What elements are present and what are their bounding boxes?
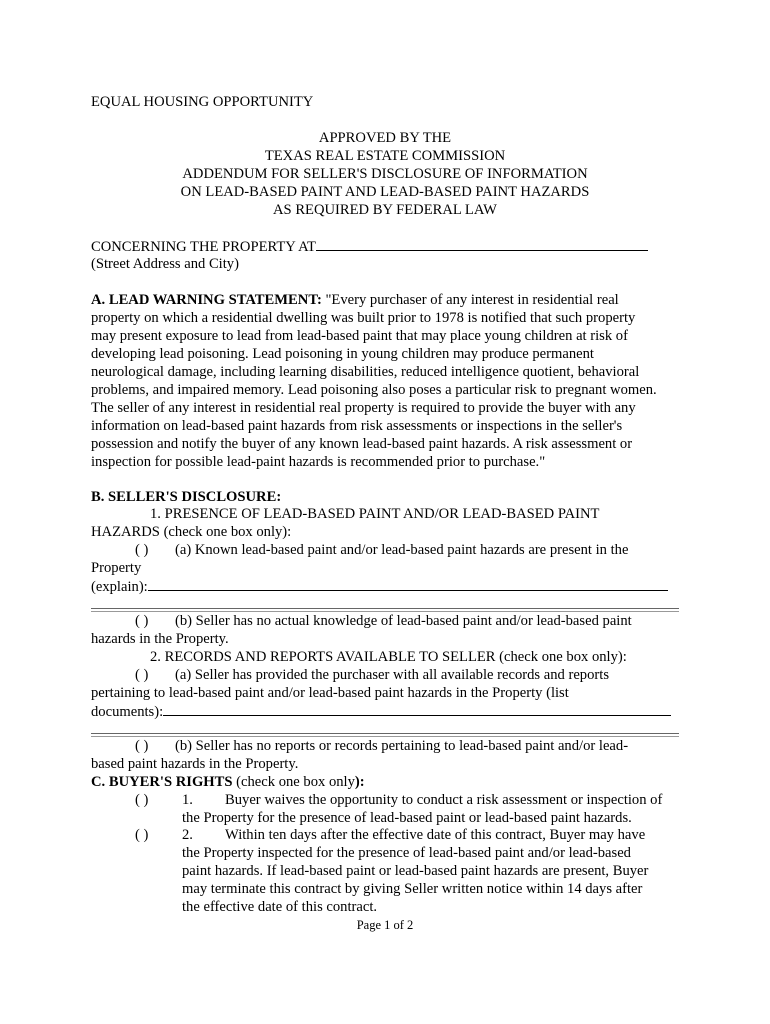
title-line-4: ON LEAD-BASED PAINT AND LEAD-BASED PAINT HAZARDS	[180, 184, 590, 200]
section-b-item1-line2: HAZARDS (check one box only):	[91, 524, 292, 540]
section-a-text-10: inspection for possible lead-paint hazards is recommended prior to purchase."	[91, 454, 546, 470]
buyer-option-2-line4: may terminate this contract by giving Seller written notice within 14 days after	[182, 881, 643, 897]
section-a-text-1: "Every purchaser of any interest in residential real	[321, 292, 619, 308]
title-line-3: ADDENDUM FOR SELLER'S DISCLOSURE OF INFORMATION	[182, 166, 588, 182]
equal-housing-label: EQUAL HOUSING OPPORTUNITY	[91, 94, 314, 110]
property-sublabel: (Street Address and City)	[91, 256, 239, 272]
property-address-field[interactable]	[316, 237, 648, 251]
option-2b-text: (b) Seller has no reports or records pertaining to lead-based paint and/or lead-	[175, 738, 629, 754]
documents-field[interactable]	[163, 702, 671, 716]
option-2a-text: (a) Seller has provided the purchaser with all available records and reports	[175, 667, 609, 683]
option-1a-line3	[91, 577, 668, 596]
option-2a-line2: pertaining to lead-based paint and/or lead-based paint hazards in the Property (list	[91, 685, 569, 701]
section-a-text-5: neurological damage, including learning disabilities, reduced intelligence quotient, behavioral	[91, 364, 640, 380]
buyer-option-2-checkbox[interactable]: ( )	[135, 827, 149, 843]
title-line-5: AS REQUIRED BY FEDERAL LAW	[273, 202, 497, 218]
section-a-text-7: The seller of any interest in residential real property is required to provide the buyer with any	[91, 400, 636, 416]
option-2a-line3	[91, 702, 671, 721]
buyer-option-1-line1	[135, 791, 662, 809]
option-1b-text: (b) Seller has no actual knowledge of lead-based paint and/or lead-based paint	[175, 613, 632, 629]
option-1b-checkbox[interactable]: ( )	[135, 613, 149, 629]
section-b-item1-line1: 1. PRESENCE OF LEAD-BASED PAINT AND/OR LEAD-BASED PAINT	[150, 506, 600, 522]
option-2a-checkbox[interactable]: ( )	[135, 667, 149, 683]
section-a-text-9: possession and notify the buyer of any known lead-based paint hazards. A risk assessment or	[91, 436, 633, 452]
option-1a-text: (a) Known lead-based paint and/or lead-based paint hazards are present in the	[175, 542, 629, 558]
buyer-option-2-text: Within ten days after the effective date of this contract, Buyer may have	[225, 827, 646, 843]
section-a-heading: A. LEAD WARNING STATEMENT:	[91, 292, 322, 308]
property-label: CONCERNING THE PROPERTY AT	[91, 239, 316, 255]
buyer-option-1-line2: the Property for the presence of lead-based paint or lead-based paint hazards.	[182, 810, 632, 826]
buyer-option-2-number: 2.	[182, 827, 193, 843]
option-2b-line2: based paint hazards in the Property.	[91, 756, 299, 772]
section-a-line-1	[91, 291, 619, 309]
section-b-item2: 2. RECORDS AND REPORTS AVAILABLE TO SELLER (check one box only):	[150, 649, 627, 665]
buyer-option-2-line2: the Property inspected for the presence of lead-based paint and/or lead-based	[182, 845, 631, 861]
option-1a-line2: Property	[91, 560, 142, 576]
option-1a-checkbox[interactable]: ( )	[135, 542, 149, 558]
buyer-option-1-text: Buyer waives the opportunity to conduct a risk assessment or inspection of	[225, 792, 663, 808]
explain-label: (explain):	[91, 579, 148, 595]
section-b-heading: B. SELLER'S DISCLOSURE:	[91, 489, 282, 505]
section-c-heading: C. BUYER'S RIGHTS	[91, 774, 233, 790]
section-a-text-8: information on lead-based paint hazards from risk assessments or inspections in the seller's	[91, 418, 623, 434]
section-a-text-4: developing lead poisoning. Lead poisoning in young children may produce permanent	[91, 346, 594, 362]
option-2a-line1	[135, 666, 609, 684]
option-2b-line1	[135, 737, 628, 755]
buyer-option-2-line1	[135, 826, 645, 844]
buyer-option-1-checkbox[interactable]: ( )	[135, 792, 149, 808]
option-1a-line1	[135, 541, 628, 559]
buyer-option-1-number: 1.	[182, 792, 193, 808]
title-line-1: APPROVED BY THE	[318, 130, 452, 146]
option-1b-line1	[135, 612, 632, 630]
explain-field[interactable]	[148, 577, 668, 591]
page-number: Page 1 of 2	[356, 918, 414, 932]
buyer-option-2-line3: paint hazards. If lead-based paint or lead-based paint hazards are present, Buyer	[182, 863, 649, 879]
section-c-heading-end: ):	[354, 774, 365, 790]
property-line	[91, 237, 648, 256]
option-2b-checkbox[interactable]: ( )	[135, 738, 149, 754]
documents-label: documents):	[91, 704, 164, 720]
section-c-heading-line	[91, 773, 365, 791]
section-a-text-3: may present exposure to lead from lead-based paint that may place young children at risk of	[91, 328, 628, 344]
section-a-text-2: property on which a residential dwelling was built prior to 1978 is notified that such property	[91, 310, 636, 326]
buyer-option-2-line5: the effective date of this contract.	[182, 899, 378, 915]
title-line-2: TEXAS REAL ESTATE COMMISSION	[264, 148, 506, 164]
option-1b-line2: hazards in the Property.	[91, 631, 229, 647]
section-c-heading-rest: (check one box only	[232, 774, 355, 790]
section-a-text-6: problems, and impaired memory. Lead poisoning also poses a particular risk to pregnant women.	[91, 382, 657, 398]
